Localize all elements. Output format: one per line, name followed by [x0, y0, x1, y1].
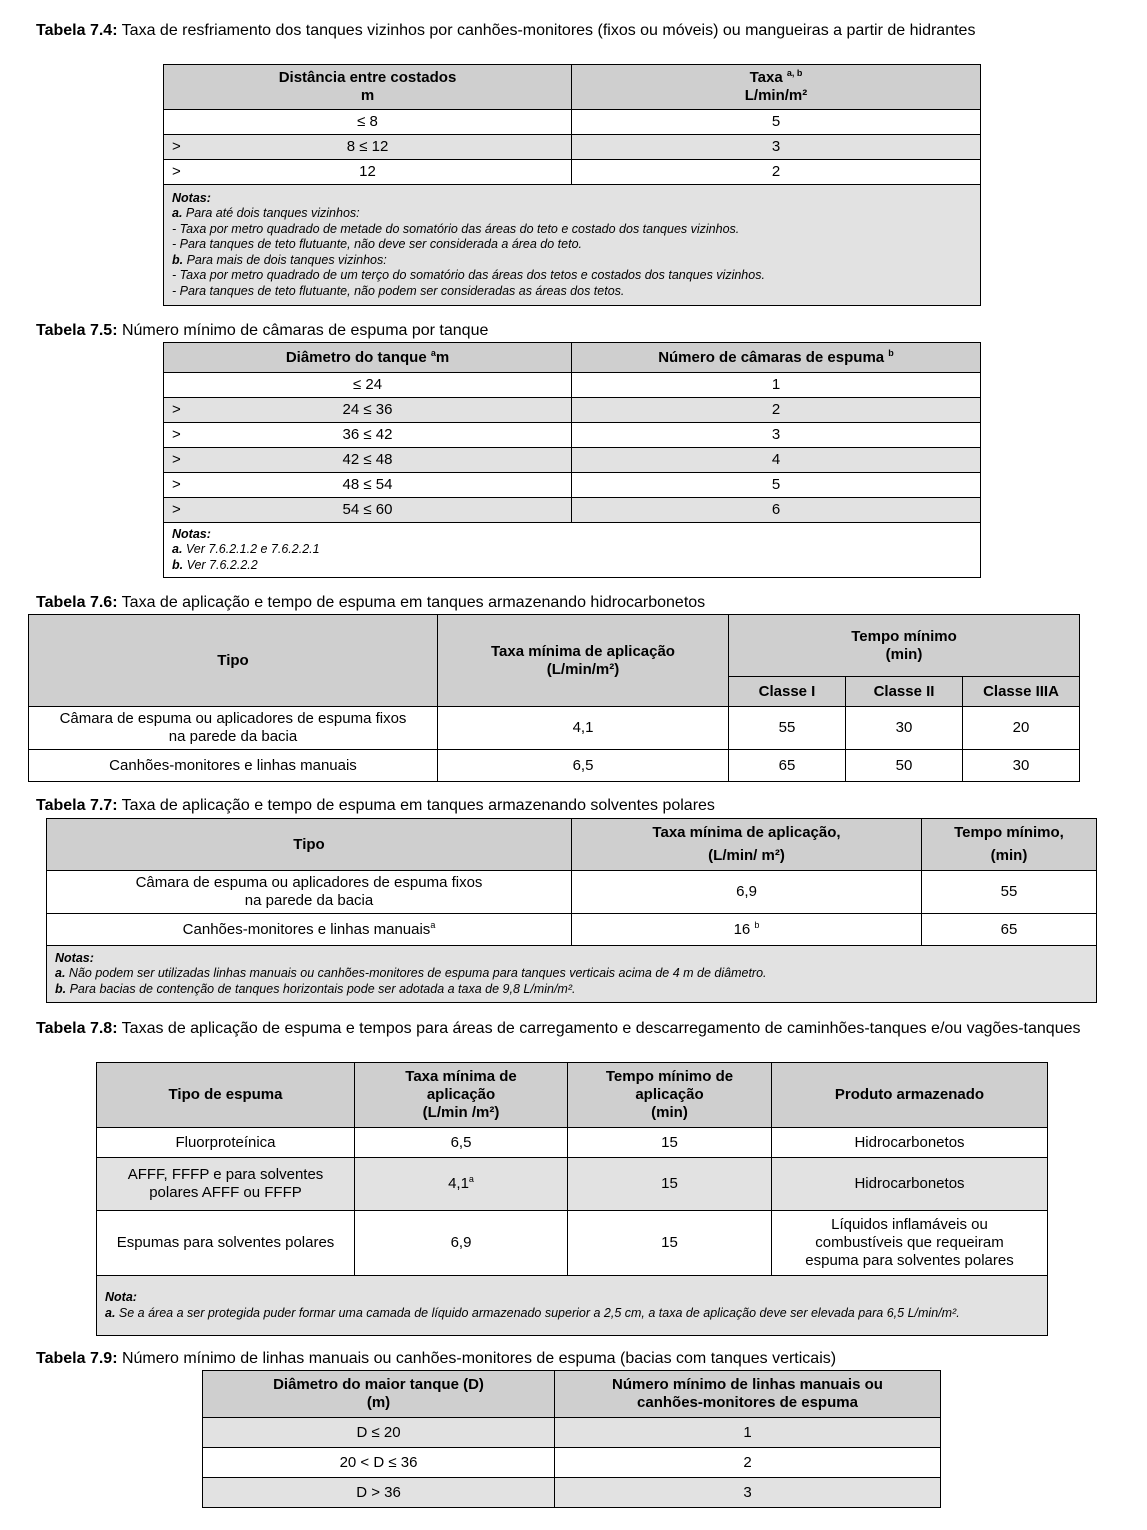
t78-header-tempo-line3: (min) — [651, 1104, 688, 1121]
t74-cell-distance — [164, 135, 572, 160]
t76-header-classe-ii: Classe II — [846, 677, 963, 707]
t76-tipo-line2: na parede da bacia — [168, 728, 298, 745]
t76-cell-tipo — [29, 707, 438, 750]
t75-cell-count: 3 — [572, 423, 981, 448]
t77-header-taxa-unit: (L/min/ m²) — [708, 847, 785, 864]
table-7-5-title: Número mínimo de câmaras de espuma por tanque — [117, 322, 489, 339]
t77-header-tempo-unit: (min) — [990, 847, 1028, 864]
t74-notes-title: Notas: — [172, 190, 211, 205]
t74-note-b — [172, 253, 972, 269]
t75-note-a — [172, 542, 972, 558]
t75-header-diameter-sup: a — [430, 347, 436, 358]
table-7-9 — [202, 1370, 941, 1508]
t77-cell-taxa — [572, 914, 922, 946]
t74-note-b1: - Taxa por metro quadrado de um terço do somatório das áreas dos tetos e costados dos tanques vizinhos. — [172, 268, 765, 283]
t74-header-rate — [572, 65, 981, 110]
t79-cell-diameter: D ≤ 20 — [203, 1418, 555, 1448]
table-7-5 — [163, 342, 981, 578]
t74-prefix: > — [172, 138, 181, 155]
t75-cell-count: 5 — [572, 473, 981, 498]
table-7-6 — [28, 614, 1080, 782]
t75-header-diameter-unit: m — [435, 348, 450, 366]
t75-header-diameter-label: Diâmetro do tanque — [285, 348, 431, 366]
t78-header-tempo-line1: Tempo mínimo de — [605, 1068, 734, 1085]
t74-header-distance-unit: m — [360, 87, 375, 104]
t74-cell-rate: 2 — [572, 160, 981, 185]
t78-taxa-sup: a — [468, 1174, 474, 1184]
t75-header-diameter — [164, 343, 572, 373]
t74-cell-rate: 5 — [572, 110, 981, 135]
t76-cell-tipo: Canhões-monitores e linhas manuais — [29, 750, 438, 782]
t75-diameter-value: 24 ≤ 36 — [342, 401, 393, 418]
t74-header-rate-sup: a, b — [786, 68, 803, 78]
t75-prefix: > — [172, 426, 181, 443]
t76-header-tipo: Tipo — [29, 615, 438, 707]
table-7-8 — [96, 1062, 1048, 1336]
t75-diameter-value: 54 ≤ 60 — [342, 501, 393, 518]
t76-cell-classe-i: 55 — [729, 707, 846, 750]
table-7-7-label: Tabela 7.7: — [36, 797, 118, 814]
table-7-8-caption — [36, 1018, 1116, 1040]
table-row — [164, 423, 981, 448]
note-text: Ver 7.6.2.2.2 — [183, 557, 258, 572]
t74-distance-value: 8 ≤ 12 — [346, 138, 389, 155]
t74-header-rate-text: Taxa — [749, 69, 783, 86]
t79-cell-count: 1 — [555, 1418, 941, 1448]
t74-cell-distance — [164, 160, 572, 185]
table-7-5-caption — [36, 320, 1116, 342]
table-row — [164, 473, 981, 498]
table-7-9-title: Número mínimo de linhas manuais ou canhões-monitores de espuma (bacias com tanques verticais) — [117, 1350, 837, 1367]
table-7-6-title: Taxa de aplicação e tempo de espuma em tanques armazenando hidrocarbonetos — [117, 594, 706, 611]
t78-cell-tempo: 15 — [568, 1158, 772, 1211]
t75-cell-count: 6 — [572, 498, 981, 523]
note-letter: a. — [55, 966, 66, 981]
table-row — [164, 498, 981, 523]
t78-header-tempo — [568, 1063, 772, 1128]
t75-prefix: > — [172, 401, 181, 418]
table-row — [164, 110, 981, 135]
t75-diameter-value: 36 ≤ 42 — [342, 426, 393, 443]
t79-header-lines-line1: Número mínimo de linhas manuais ou — [612, 1376, 883, 1393]
t78-header-tipo: Tipo de espuma — [97, 1063, 355, 1128]
t74-distance-value: 12 — [359, 163, 376, 180]
t77-taxa-sup: b — [754, 919, 760, 930]
table-row — [29, 750, 1080, 782]
t77-cell-tipo — [47, 871, 572, 914]
t75-diameter-value: 42 ≤ 48 — [342, 451, 393, 468]
t74-header-rate-label — [572, 69, 980, 87]
t76-header-taxa — [438, 615, 729, 707]
t78-cell-tipo — [97, 1158, 355, 1211]
t77-tipo-line2: na parede da bacia — [244, 892, 374, 909]
t76-header-tempo-unit: (min) — [885, 645, 923, 663]
t75-cell-count: 2 — [572, 398, 981, 423]
t78-header-tempo-line2: aplicação — [635, 1086, 704, 1103]
t75-cell-count: 4 — [572, 448, 981, 473]
t78-cell-taxa: 6,5 — [355, 1128, 568, 1158]
t76-cell-classe-ii: 30 — [846, 707, 963, 750]
t74-note-a2: - Para tanques de teto flutuante, não deve ser considerada a área do teto. — [172, 237, 583, 252]
note-letter: a. — [172, 206, 183, 221]
t79-cell-diameter: D > 36 — [203, 1478, 555, 1508]
t75-cell-diameter — [164, 498, 572, 523]
t78-taxa-text: 4,1 — [448, 1175, 469, 1192]
t74-header-distance — [164, 65, 572, 110]
t78-tipo-line2: polares AFFF ou FFFP — [149, 1184, 302, 1201]
t75-notes-title: Notas: — [172, 526, 211, 541]
t75-cell-diameter: ≤ 24 — [164, 373, 572, 398]
note-text: Para até dois tanques vizinhos: — [182, 206, 360, 221]
table-row — [164, 373, 981, 398]
t75-notes — [164, 523, 981, 578]
t76-cell-classe-iiia: 20 — [963, 707, 1080, 750]
note-letter: a. — [105, 1305, 116, 1320]
t76-tipo-line1: Câmara de espuma ou aplicadores de espuma fixos — [59, 710, 407, 727]
t75-header-chambers-label: Número de câmaras de espuma — [658, 348, 889, 366]
t78-produto-line1: Líquidos inflamáveis ou — [831, 1216, 988, 1233]
t79-cell-diameter: 20 < D ≤ 36 — [203, 1448, 555, 1478]
t78-header-taxa-line3: (L/min /m²) — [422, 1104, 500, 1121]
note-letter: b. — [55, 981, 67, 996]
t78-cell-produto: Hidrocarbonetos — [772, 1158, 1048, 1211]
t77-header-taxa — [572, 819, 922, 871]
note-text: Para bacias de contenção de tanques horizontais pode ser adotada a taxa de 9,8 L/min/m². — [66, 981, 576, 996]
note-letter: b. — [172, 557, 184, 572]
t75-cell-diameter — [164, 473, 572, 498]
t76-header-taxa-label: Taxa mínima de aplicação — [491, 642, 675, 660]
note-text: Para mais de dois tanques vizinhos: — [183, 252, 387, 267]
t77-taxa-text: 16 — [733, 920, 755, 938]
t75-cell-diameter — [164, 448, 572, 473]
t78-cell-taxa: 6,9 — [355, 1211, 568, 1276]
t77-header-taxa-label: Taxa mínima de aplicação, — [652, 824, 841, 841]
table-7-5-label: Tabela 7.5: — [36, 322, 118, 339]
t78-cell-taxa — [355, 1158, 568, 1211]
table-row — [97, 1158, 1048, 1211]
table-7-6-caption — [36, 592, 1116, 614]
t75-prefix: > — [172, 476, 181, 493]
table-7-7-title: Taxa de aplicação e tempo de espuma em tanques armazenando solventes polares — [117, 797, 715, 814]
note-letter: b. — [172, 252, 184, 267]
t78-header-taxa-line2: aplicação — [426, 1086, 496, 1103]
t76-header-tempo-label: Tempo mínimo — [851, 627, 957, 645]
t77-cell-tempo: 65 — [922, 914, 1097, 946]
table-row — [203, 1478, 941, 1508]
note-letter: a. — [172, 542, 183, 557]
t76-cell-taxa: 4,1 — [438, 707, 729, 750]
t74-note-a — [172, 206, 972, 222]
table-row — [203, 1418, 941, 1448]
t77-note-a — [55, 966, 1088, 982]
t78-header-taxa — [355, 1063, 568, 1128]
t74-header-rate-unit: L/min/m² — [744, 87, 808, 104]
t76-cell-classe-ii: 50 — [846, 750, 963, 782]
table-7-7-caption — [36, 795, 1116, 817]
t77-cell-tipo — [47, 914, 572, 946]
t77-note-b — [55, 982, 1088, 998]
t78-cell-produto: Hidrocarbonetos — [772, 1128, 1048, 1158]
t78-header-taxa-line1: Taxa mínima de — [405, 1068, 517, 1085]
note-text: Ver 7.6.2.1.2 e 7.6.2.2.1 — [182, 542, 320, 557]
t76-cell-classe-iiia: 30 — [963, 750, 1080, 782]
t77-notes — [47, 946, 1097, 1003]
table-row — [47, 871, 1097, 914]
t78-produto-line2: combustíveis que requeiram — [815, 1234, 1004, 1251]
t77-tipo-sup: a — [430, 919, 436, 930]
table-row — [47, 914, 1097, 946]
t75-header-chambers — [572, 343, 981, 373]
table-row — [164, 448, 981, 473]
t76-header-taxa-unit: (L/min/m²) — [546, 660, 620, 678]
t78-cell-produto — [772, 1211, 1048, 1276]
t74-notes — [164, 185, 981, 306]
t77-header-tempo-label: Tempo mínimo, — [954, 824, 1064, 841]
t79-header-diameter — [203, 1371, 555, 1418]
t77-header-tempo — [922, 819, 1097, 871]
t77-cell-taxa: 6,9 — [572, 871, 922, 914]
table-7-4-label: Tabela 7.4: — [36, 22, 118, 39]
t79-cell-count: 2 — [555, 1448, 941, 1478]
t79-header-lines-line2: canhões-monitores de espuma — [637, 1394, 858, 1411]
table-7-4-title: Taxa de resfriamento dos tanques vizinhos por canhões-monitores (fixos ou móveis) ou mangueiras a partir de hidrantes — [117, 22, 976, 39]
table-7-9-caption — [36, 1348, 1116, 1370]
t75-cell-count: 1 — [572, 373, 981, 398]
t74-cell-distance — [164, 110, 572, 135]
note-text: Não podem ser utilizadas linhas manuais ou canhões-monitores de espuma para tanques verticais acima de 4 m de diâmetro. — [65, 966, 767, 981]
t79-header-diameter-line1: Diâmetro do maior tanque (D) — [273, 1376, 484, 1393]
t77-notes-title: Notas: — [55, 950, 94, 965]
t78-notes — [97, 1276, 1048, 1336]
table-7-8-label: Tabela 7.8: — [36, 1020, 118, 1037]
t75-cell-diameter — [164, 423, 572, 448]
t77-tipo-line1: Câmara de espuma ou aplicadores de espuma fixos — [135, 874, 483, 891]
t74-cell-rate: 3 — [572, 135, 981, 160]
table-row — [164, 160, 981, 185]
table-row — [203, 1448, 941, 1478]
t74-note-b2: - Para tanques de teto flutuante, não podem ser consideradas as áreas dos tetos. — [172, 283, 625, 298]
t77-header-tipo: Tipo — [47, 819, 572, 871]
t79-header-lines — [555, 1371, 941, 1418]
table-row — [97, 1211, 1048, 1276]
table-7-6-label: Tabela 7.6: — [36, 594, 118, 611]
t75-note-b — [172, 558, 972, 574]
table-7-7 — [46, 818, 1097, 1003]
table-row — [29, 707, 1080, 750]
t78-note-a — [105, 1306, 1039, 1322]
table-7-4 — [163, 64, 981, 306]
table-7-8-title: Taxas de aplicação de espuma e tempos para áreas de carregamento e descarregamento de caminhões-tanques e/ou vagões-tanques — [117, 1020, 1081, 1037]
t77-cell-tempo: 55 — [922, 871, 1097, 914]
table-row — [164, 135, 981, 160]
t75-header-chambers-sup: b — [888, 347, 894, 358]
t74-note-a1: - Taxa por metro quadrado de metade do somatório das áreas do teto e costado dos tanques vizinhos. — [172, 221, 740, 236]
t74-distance-value: ≤ 8 — [357, 113, 378, 130]
t76-header-classe-iiia: Classe IIIA — [963, 677, 1080, 707]
t78-notes-title: Nota: — [105, 1290, 137, 1304]
t79-cell-count: 3 — [555, 1478, 941, 1508]
t78-tipo-line1: AFFF, FFFP e para solventes — [127, 1166, 324, 1183]
t78-cell-tipo: Fluorproteínica — [97, 1128, 355, 1158]
table-7-4-caption — [36, 20, 1116, 42]
t78-cell-tempo: 15 — [568, 1128, 772, 1158]
t78-header-produto: Produto armazenado — [772, 1063, 1048, 1128]
t75-prefix: > — [172, 451, 181, 468]
t78-produto-line3: espuma para solventes polares — [805, 1252, 1014, 1269]
table-row — [164, 398, 981, 423]
t75-prefix: > — [172, 501, 181, 518]
t77-tipo-text: Canhões-monitores e linhas manuais — [182, 920, 431, 938]
t79-header-diameter-line2: (m) — [366, 1394, 391, 1411]
note-text: Se a área a ser protegida puder formar uma camada de líquido armazenado superior a 2,5 cm, a taxa de aplicação deve ser elevada para 6,5 L/min/m². — [115, 1305, 960, 1320]
t74-prefix: > — [172, 163, 181, 180]
t78-cell-tipo: Espumas para solventes polares — [97, 1211, 355, 1276]
table-7-9-label: Tabela 7.9: — [36, 1350, 118, 1367]
t75-cell-diameter — [164, 398, 572, 423]
t75-diameter-value: 48 ≤ 54 — [342, 476, 393, 493]
t78-cell-tempo: 15 — [568, 1211, 772, 1276]
t74-header-distance-label: Distância entre costados — [278, 69, 457, 86]
t76-cell-classe-i: 65 — [729, 750, 846, 782]
t76-cell-taxa: 6,5 — [438, 750, 729, 782]
table-row — [97, 1128, 1048, 1158]
t76-header-tempo — [729, 615, 1080, 677]
t76-header-classe-i: Classe I — [729, 677, 846, 707]
